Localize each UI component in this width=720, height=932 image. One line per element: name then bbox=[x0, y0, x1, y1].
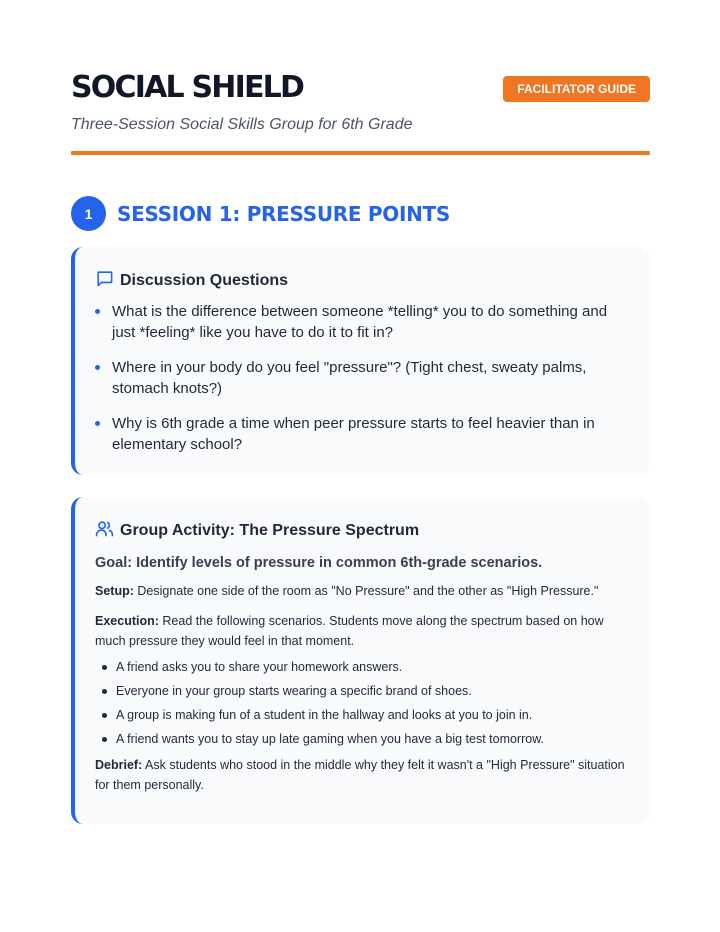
facilitator-guide-badge: FACILITATOR GUIDE bbox=[503, 76, 650, 102]
list-item: Why is 6th grade a time when peer pressure starts to feel heavier than in elementary school? bbox=[95, 413, 626, 455]
activity-title: Group Activity: The Pressure Spectrum bbox=[120, 522, 420, 539]
list-item: What is the difference between someone *telling* you to do something and just *feeling* like you have to do it to fit in? bbox=[95, 301, 626, 343]
activity-goal: Goal: Identify levels of pressure in common 6th-grade scenarios. bbox=[95, 555, 543, 571]
activity-card-header bbox=[95, 519, 626, 543]
execution-label: Execution: bbox=[95, 614, 159, 628]
list-item: A friend wants you to stay up late gaming when you have a big test tomorrow. bbox=[95, 731, 626, 747]
discussion-card bbox=[71, 247, 650, 475]
page-header bbox=[71, 68, 650, 136]
setup-label: Setup: bbox=[95, 584, 134, 598]
scenario-list bbox=[95, 659, 626, 747]
discussion-title: Discussion Questions bbox=[120, 272, 289, 289]
session-heading bbox=[71, 196, 450, 231]
activity-setup bbox=[95, 581, 626, 601]
session-number-badge: 1 bbox=[71, 196, 106, 231]
header-divider bbox=[71, 151, 650, 155]
discussion-card-header bbox=[95, 269, 626, 293]
list-item: A group is making fun of a student in the hallway and looks at you to join in. bbox=[95, 707, 626, 723]
list-item: Where in your body do you feel "pressure"? (Tight chest, sweaty palms, stomach knots?) bbox=[95, 357, 626, 399]
debrief-text: Ask students who stood in the middle why they felt it wasn't a "High Pressure" situation for them personally. bbox=[95, 758, 625, 792]
discussion-question-list bbox=[95, 301, 626, 455]
session-title: SESSION 1: PRESSURE POINTS bbox=[117, 201, 450, 226]
execution-text: Read the following scenarios. Students move along the spectrum based on how much pressure they would feel in that moment. bbox=[95, 614, 604, 648]
chat-bubble-icon bbox=[95, 269, 114, 293]
list-item: A friend asks you to share your homework answers. bbox=[95, 659, 626, 675]
setup-text: Designate one side of the room as "No Pressure" and the other as "High Pressure." bbox=[137, 584, 599, 598]
page-subtitle: Three-Session Social Skills Group for 6th Grade bbox=[71, 116, 413, 133]
activity-execution bbox=[95, 611, 626, 651]
users-icon bbox=[95, 519, 114, 543]
list-item: Everyone in your group starts wearing a specific brand of shoes. bbox=[95, 683, 626, 699]
debrief-label: Debrief: bbox=[95, 758, 143, 772]
activity-debrief bbox=[95, 755, 626, 795]
activity-card bbox=[71, 497, 650, 824]
brand-title: SOCIAL SHIELD bbox=[71, 70, 304, 105]
